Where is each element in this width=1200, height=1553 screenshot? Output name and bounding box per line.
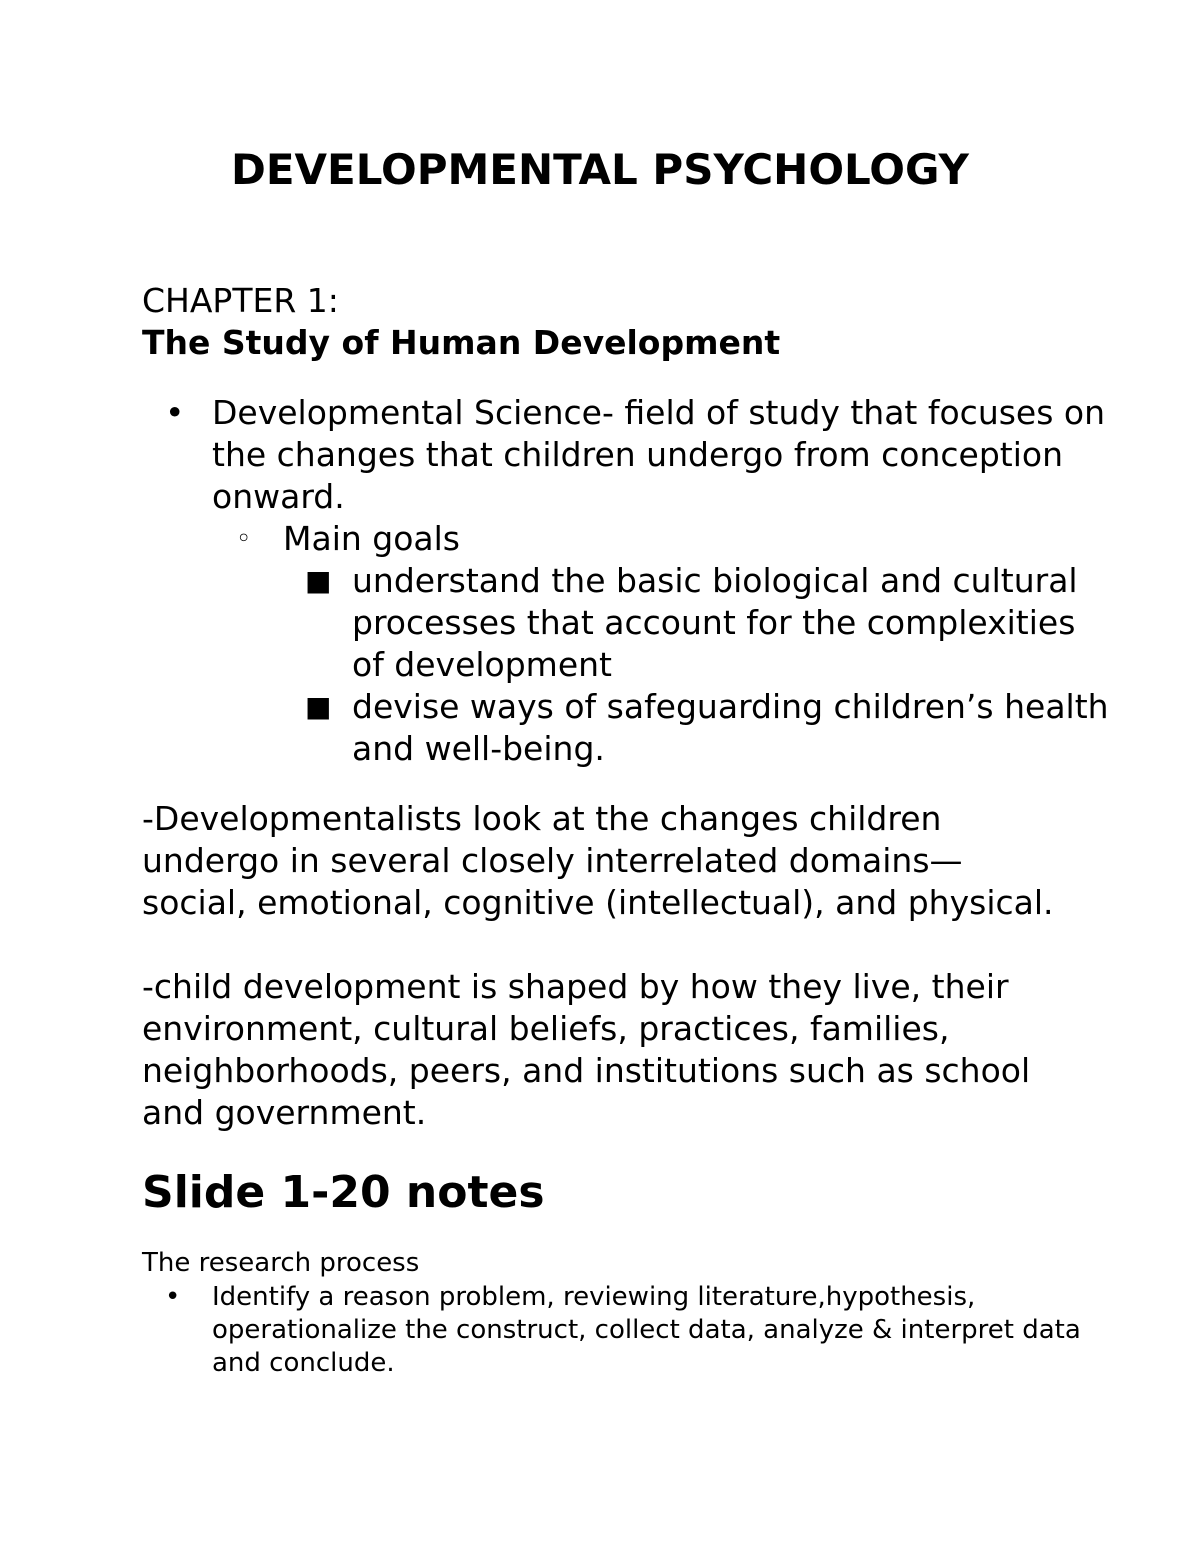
goal-item-understand: understand the basic biological and cultural processes that account for the complexities of development	[352, 561, 1078, 684]
bullet-square-icon: ■	[305, 564, 332, 597]
outline-subitem-main-goals: Main goals	[283, 519, 460, 558]
research-process-label: The research process	[142, 1248, 420, 1278]
research-process-item: Identify a reason problem, reviewing literature,hypothesis, operationalize the construct, collect data, analyze & interpret data and conclude.	[212, 1282, 1081, 1378]
paragraph-child-development: -child development is shaped by how they live, their environment, cultural beliefs, practices, families, neighborhoods, peers, and institutions such as school and government.	[142, 967, 1031, 1132]
paragraph-domains: -Developmentalists look at the changes children undergo in several closely interrelated domains—social, emotional, cognitive (intellectual), and physical.	[142, 799, 1054, 922]
document-title: DEVELOPMENTAL PSYCHOLOGY	[231, 145, 969, 194]
outline-item-developmental-science: Developmental Science- field of study that focuses on the changes that children undergo from conception onward.	[212, 393, 1106, 516]
chapter-label: CHAPTER 1:	[142, 281, 339, 320]
goal-item-safeguarding: devise ways of safeguarding children’s health and well-being.	[352, 687, 1109, 768]
chapter-title: The Study of Human Development	[142, 323, 781, 362]
bullet-disc-icon: •	[165, 393, 185, 432]
bullet-circle-icon: ◦	[236, 524, 252, 554]
section-heading: Slide 1-20 notes	[142, 1167, 545, 1218]
bullet-disc-icon: •	[165, 1282, 181, 1312]
bullet-square-icon: ■	[305, 690, 332, 723]
